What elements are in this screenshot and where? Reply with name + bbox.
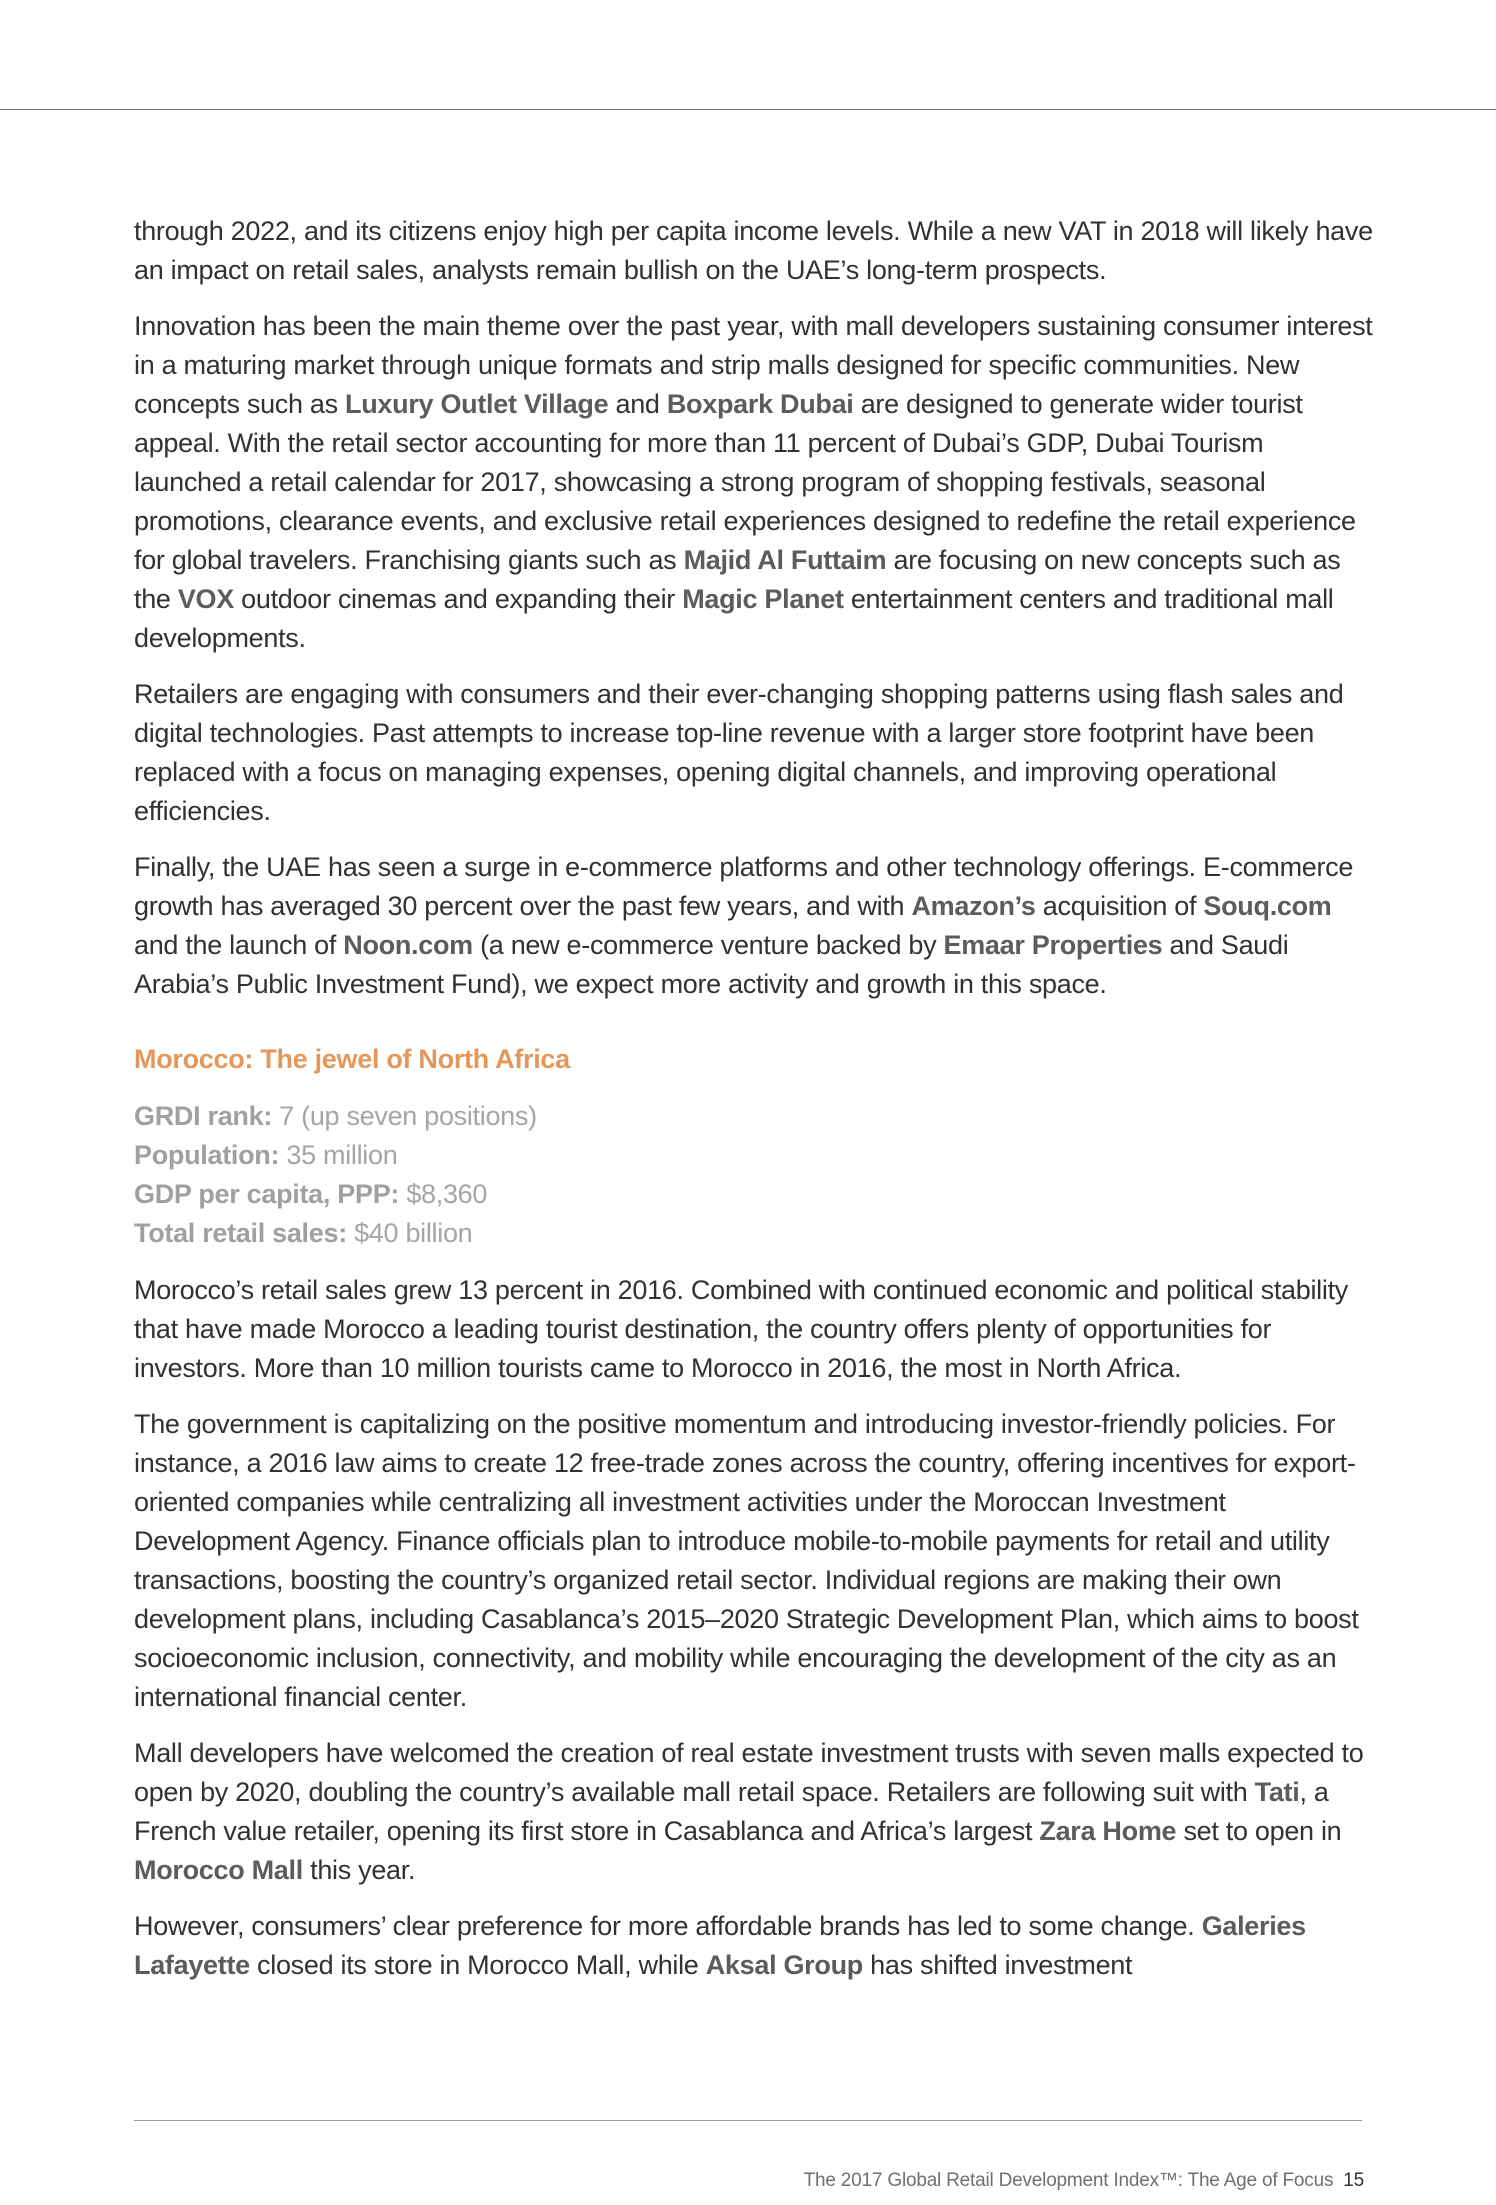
text-run: , a French value retailer, opening its first store in Casablanca and Africa’s largest xyxy=(134,1777,1329,1846)
text-run: through 2022, and its citizens enjoy high per capita income levels. While a new VAT in 2018 will likely have an impact on retail sales, analysts remain bullish on the UAE’s long-term prospects. xyxy=(134,216,1373,285)
highlighted-name: Morocco Mall xyxy=(134,1855,303,1885)
stat-value: 35 million xyxy=(286,1140,398,1170)
highlighted-name: Magic Planet xyxy=(682,584,844,614)
body-paragraph xyxy=(134,1734,1374,1890)
uae-section-text xyxy=(134,212,1374,1004)
highlighted-name: Aksal Group xyxy=(705,1950,863,1980)
body-paragraph xyxy=(134,1907,1374,1985)
text-run: The government is capitalizing on the positive momentum and introducing investor-friendly policies. For instance, a 2016 law aims to create 12 free-trade zones across the country, offering incentives for export-oriented companies while centralizing all investment activities under the Moroccan Investment Development Agency. Finance officials plan to introduce mobile-to-mobile payments for retail and utility transactions, boosting the country’s organized retail sector. Individual regions are making their own development plans, including Casablanca’s 2015–2020 Strategic Development Plan, which aims to boost socioeconomic inclusion, connectivity, and mobility while encouraging the development of the city as an international financial center. xyxy=(134,1409,1359,1712)
highlighted-name: Majid Al Futtaim xyxy=(683,545,887,575)
page-number: 15 xyxy=(1343,2170,1364,2191)
text-run: and the launch of xyxy=(134,930,344,960)
text-run: Finally, the UAE has seen a surge in e-commerce platforms and other technology offerings. E-commerce growth has averaged 30 percent over the past few years, and with xyxy=(134,852,1354,921)
highlighted-name: Noon.com xyxy=(343,930,473,960)
highlighted-name: Emaar Properties xyxy=(943,930,1163,960)
body-paragraph xyxy=(134,848,1374,1004)
page-body xyxy=(134,212,1374,2002)
section-heading: Morocco: The jewel of North Africa xyxy=(134,1044,570,1074)
highlighted-name: Zara Home xyxy=(1039,1816,1177,1846)
morocco-section-text xyxy=(134,1271,1374,1985)
body-paragraph xyxy=(134,1405,1374,1717)
highlighted-name: VOX xyxy=(177,584,234,614)
text-run: (a new e-commerce venture backed by xyxy=(472,930,944,960)
text-run: outdoor cinemas and expanding their xyxy=(233,584,683,614)
footer-rule xyxy=(134,2120,1362,2121)
footer-title: The 2017 Global Retail Development Index™: The Age of Focus xyxy=(803,2170,1334,2191)
text-run: closed its store in Morocco Mall, while xyxy=(249,1950,706,1980)
text-run: entertainment centers and traditional mall developments. xyxy=(134,584,1334,653)
body-paragraph xyxy=(134,1271,1374,1388)
highlighted-name: Amazon’s xyxy=(911,891,1036,921)
stat-total-retail-sales xyxy=(134,1214,1374,1253)
text-run: are designed to generate wider tourist appeal. With the retail sector accounting for more than 11 percent of Dubai’s GDP, Dubai Tourism launched a retail calendar for 2017, showcasing a strong program of shopping festivals, seasonal promotions, clearance events, and exclusive retail experiences designed to redefine the retail experience for global travelers. Franchising giants such as xyxy=(134,389,1356,575)
text-run: However, consumers’ clear preference for more affordable brands has led to some change. xyxy=(134,1911,1202,1941)
text-run: are focusing on new concepts such as the xyxy=(134,545,1341,614)
body-paragraph xyxy=(134,307,1374,658)
text-run: this year. xyxy=(302,1855,416,1885)
stat-label: Total retail sales: xyxy=(134,1218,347,1248)
highlighted-name: Luxury Outlet Village xyxy=(345,389,609,419)
highlighted-name: Boxpark Dubai xyxy=(666,389,854,419)
text-run: Retailers are engaging with consumers and their ever-changing shopping patterns using flash sales and digital technologies. Past attempts to increase top-line revenue with a larger store footprint have been replaced with a focus on managing expenses, opening digital channels, and improving operational efficiencies. xyxy=(134,679,1344,826)
stat-gdp-per-capita xyxy=(134,1175,1374,1214)
text-run: has shifted investment xyxy=(862,1950,1133,1980)
body-paragraph xyxy=(134,212,1374,290)
text-run: set to open in xyxy=(1176,1816,1342,1846)
page-footer xyxy=(804,2170,1364,2192)
stat-grdi-rank xyxy=(134,1097,1374,1136)
stat-value: $40 billion xyxy=(354,1218,473,1248)
text-run: and Saudi Arabia’s Public Investment Fund), we expect more activity and growth in this space. xyxy=(134,930,1289,999)
stat-population xyxy=(134,1136,1374,1175)
stat-label: Population: xyxy=(134,1140,280,1170)
header-rule xyxy=(0,109,1496,110)
stat-value: $8,360 xyxy=(406,1179,488,1209)
country-stats xyxy=(134,1097,1374,1253)
highlighted-name: Souq.com xyxy=(1203,891,1332,921)
text-run: acquisition of xyxy=(1035,891,1204,921)
text-run: Innovation has been the main theme over the past year, with mall developers sustaining consumer interest in a maturing market through unique formats and strip malls designed for specific communities. New concepts such as xyxy=(134,311,1373,419)
text-run: Morocco’s retail sales grew 13 percent in 2016. Combined with continued economic and political stability that have made Morocco a leading tourist destination, the country offers plenty of opportunities for investors. More than 10 million tourists came to Morocco in 2016, the most in North Africa. xyxy=(134,1275,1348,1383)
body-paragraph xyxy=(134,675,1374,831)
stat-label: GRDI rank: xyxy=(134,1101,273,1131)
text-run: and xyxy=(608,389,667,419)
stat-value: 7 (up seven positions) xyxy=(279,1101,537,1131)
highlighted-name: Galeries Lafayette xyxy=(134,1911,1306,1980)
highlighted-name: Tati xyxy=(1254,1777,1300,1807)
stat-label: GDP per capita, PPP: xyxy=(134,1179,400,1209)
text-run: Mall developers have welcomed the creation of real estate investment trusts with seven malls expected to open by 2020, doubling the country’s available mall retail space. Retailers are following suit with xyxy=(134,1738,1364,1807)
